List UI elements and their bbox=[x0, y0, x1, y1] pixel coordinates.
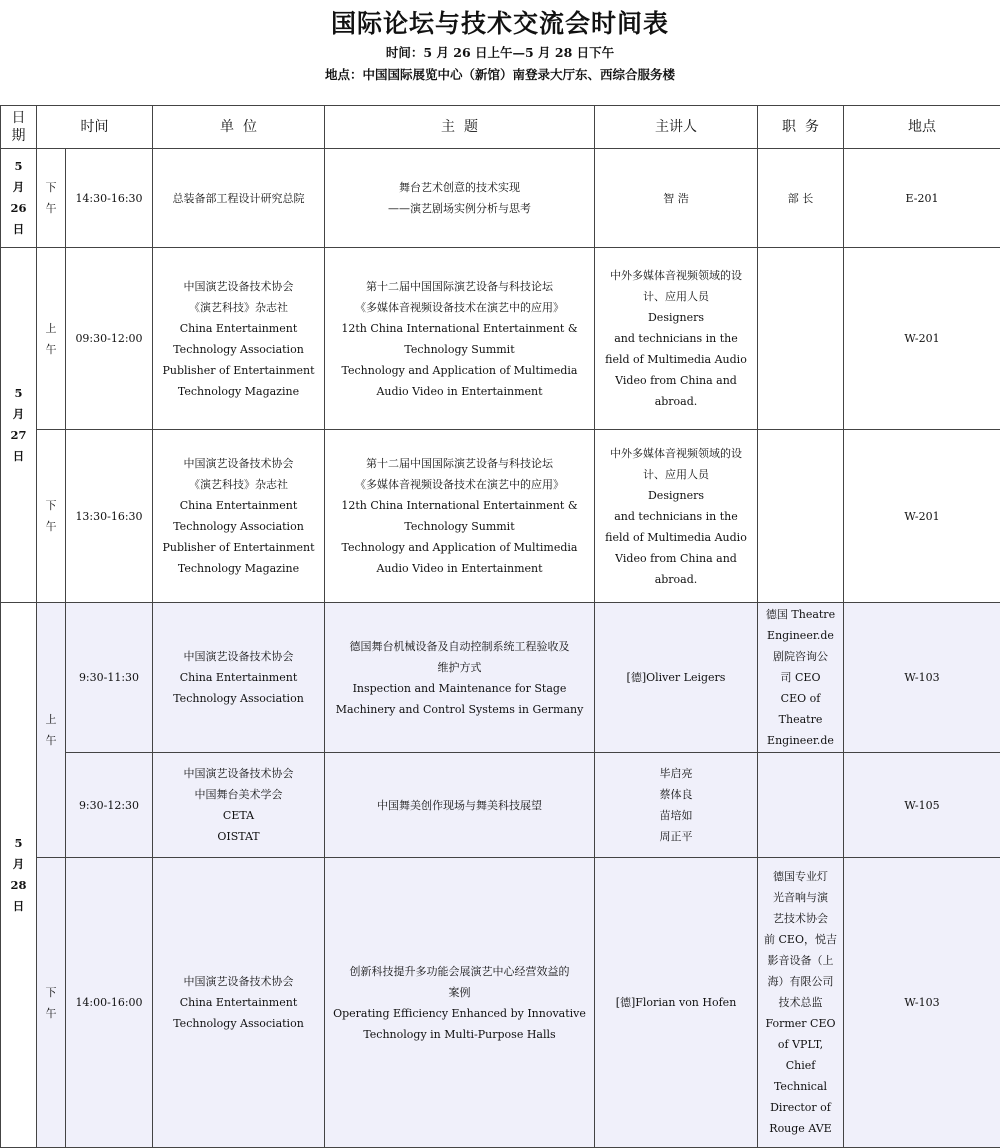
cell-line: China Entertainment bbox=[153, 667, 324, 688]
cell-line: 总装备部工程设计研究总院 bbox=[153, 188, 324, 209]
cell-line: Technology Magazine bbox=[153, 558, 324, 579]
speaker-cell bbox=[595, 753, 758, 858]
cell-line: 12th China International Entertainment & bbox=[325, 495, 594, 516]
date-cell bbox=[1, 603, 37, 1148]
cell-line: 中国演艺设备技术协会 bbox=[153, 763, 324, 784]
stack-char: 月 bbox=[1, 177, 36, 198]
topic-cell bbox=[325, 603, 595, 753]
cell-line: 海）有限公司 bbox=[758, 971, 843, 992]
cell-line: 毕启亮 bbox=[595, 763, 757, 784]
cell-line: 艺技术协会 bbox=[758, 908, 843, 929]
cell-line: OISTAT bbox=[153, 826, 324, 847]
topic-cell bbox=[325, 149, 595, 248]
topic-cell bbox=[325, 430, 595, 603]
table-row bbox=[1, 248, 1000, 430]
cell-line: China Entertainment bbox=[153, 318, 324, 339]
cell-line: Publisher of Entertainment bbox=[153, 360, 324, 381]
cell-line: ——演艺剧场实例分析与思考 bbox=[325, 198, 594, 219]
cell-line: 中外多媒体音视频领域的设 bbox=[595, 443, 757, 464]
cell-line: 《演艺科技》杂志社 bbox=[153, 474, 324, 495]
cell-line: 苗培如 bbox=[595, 805, 757, 826]
cell-line: Technology Association bbox=[153, 339, 324, 360]
col-header-time: 时间 bbox=[37, 106, 153, 149]
unit-cell bbox=[153, 603, 325, 753]
cell-line: of VPLT, bbox=[758, 1034, 843, 1055]
cell-line: Former CEO bbox=[758, 1013, 843, 1034]
speaker-cell bbox=[595, 430, 758, 603]
location-cell: W-201 bbox=[844, 430, 1000, 603]
cell-line: 舞台艺术创意的技术实现 bbox=[325, 177, 594, 198]
location-cell: W-103 bbox=[844, 858, 1000, 1148]
stack-char: 26 bbox=[1, 198, 36, 219]
schedule-body bbox=[1, 149, 1000, 1148]
cell-line: and technicians in the bbox=[595, 506, 757, 527]
unit-cell bbox=[153, 858, 325, 1148]
topic-cell bbox=[325, 858, 595, 1148]
cell-line: China Entertainment bbox=[153, 495, 324, 516]
time-cell: 13:30-16:30 bbox=[66, 430, 153, 603]
schedule-table bbox=[0, 105, 1000, 1148]
position-cell bbox=[758, 753, 844, 858]
cell-line: [德]Florian von Hofen bbox=[595, 992, 757, 1013]
unit-cell bbox=[153, 149, 325, 248]
topic-cell bbox=[325, 248, 595, 430]
unit-cell bbox=[153, 248, 325, 430]
stack-char: 上 bbox=[37, 709, 65, 730]
position-cell bbox=[758, 248, 844, 430]
stack-char: 日 bbox=[1, 896, 36, 917]
cell-line: 德国舞台机械设备及自动控制系统工程验收及 bbox=[325, 636, 594, 657]
cell-line: Audio Video in Entertainment bbox=[325, 558, 594, 579]
unit-cell bbox=[153, 753, 325, 858]
cell-line: Publisher of Entertainment bbox=[153, 537, 324, 558]
stack-char: 28 bbox=[1, 875, 36, 896]
cell-line: field of Multimedia Audio bbox=[595, 527, 757, 548]
stack-char: 午 bbox=[37, 516, 65, 537]
table-row bbox=[1, 149, 1000, 248]
speaker-cell bbox=[595, 149, 758, 248]
cell-line: 中国演艺设备技术协会 bbox=[153, 453, 324, 474]
time-range-line: 时间：5 月 26 日上午—5 月 28 日下午 bbox=[0, 43, 1000, 61]
date-cell bbox=[1, 248, 37, 603]
stack-char: 5 bbox=[1, 383, 36, 404]
cell-line: 中国舞台美术学会 bbox=[153, 784, 324, 805]
cell-line: 蔡体良 bbox=[595, 784, 757, 805]
col-header-unit: 单 位 bbox=[153, 106, 325, 149]
cell-line: Engineer.de bbox=[758, 730, 843, 751]
cell-line: Technology Summit bbox=[325, 516, 594, 537]
cell-line: and technicians in the bbox=[595, 328, 757, 349]
period-cell bbox=[37, 248, 66, 430]
period-cell bbox=[37, 603, 66, 858]
position-cell bbox=[758, 603, 844, 753]
cell-line: Video from China and bbox=[595, 548, 757, 569]
table-row bbox=[1, 430, 1000, 603]
stack-char: 月 bbox=[1, 854, 36, 875]
cell-line: 计、应用人员 bbox=[595, 286, 757, 307]
time-cell: 14:30-16:30 bbox=[66, 149, 153, 248]
cell-line: Theatre bbox=[758, 709, 843, 730]
cell-line: Designers bbox=[595, 485, 757, 506]
cell-line: Technology Association bbox=[153, 1013, 324, 1034]
cell-line: 案例 bbox=[325, 982, 594, 1003]
cell-line: Video from China and bbox=[595, 370, 757, 391]
cell-line: Inspection and Maintenance for Stage bbox=[325, 678, 594, 699]
period-cell bbox=[37, 858, 66, 1148]
cell-line: abroad. bbox=[595, 391, 757, 412]
cell-line: [德]Oliver Leigers bbox=[595, 667, 757, 688]
cell-line: 维护方式 bbox=[325, 657, 594, 678]
stack-char: 午 bbox=[37, 198, 65, 219]
cell-line: 《多媒体音视频设备技术在演艺中的应用》 bbox=[325, 297, 594, 318]
position-cell bbox=[758, 858, 844, 1148]
stack-char: 5 bbox=[1, 156, 36, 177]
cell-line: Technology and Application of Multimedia bbox=[325, 537, 594, 558]
stack-char: 午 bbox=[37, 339, 65, 360]
table-row bbox=[1, 603, 1000, 753]
speaker-cell bbox=[595, 248, 758, 430]
cell-line: Engineer.de bbox=[758, 625, 843, 646]
cell-line: Machinery and Control Systems in Germany bbox=[325, 699, 594, 720]
cell-line: 德国专业灯 bbox=[758, 866, 843, 887]
location-cell: W-105 bbox=[844, 753, 1000, 858]
cell-line: Operating Efficiency Enhanced by Innovative bbox=[325, 1003, 594, 1024]
cell-line: 部 长 bbox=[758, 188, 843, 209]
cell-line: CEO of bbox=[758, 688, 843, 709]
cell-line: Technology Magazine bbox=[153, 381, 324, 402]
cell-line: Technology Summit bbox=[325, 339, 594, 360]
date-cell bbox=[1, 149, 37, 248]
col-header-topic: 主 题 bbox=[325, 106, 595, 149]
cell-line: 《演艺科技》杂志社 bbox=[153, 297, 324, 318]
speaker-cell bbox=[595, 603, 758, 753]
cell-line: 创新科技提升多功能会展演艺中心经营效益的 bbox=[325, 961, 594, 982]
time-cell: 9:30-11:30 bbox=[66, 603, 153, 753]
cell-line: 中外多媒体音视频领域的设 bbox=[595, 265, 757, 286]
stack-char: 月 bbox=[1, 404, 36, 425]
header-row bbox=[1, 106, 1000, 149]
position-cell bbox=[758, 430, 844, 603]
location-cell: W-103 bbox=[844, 603, 1000, 753]
cell-line: Technology and Application of Multimedia bbox=[325, 360, 594, 381]
table-row bbox=[1, 858, 1000, 1148]
cell-line: Director of bbox=[758, 1097, 843, 1118]
cell-line: 技术总监 bbox=[758, 992, 843, 1013]
time-cell: 9:30-12:30 bbox=[66, 753, 153, 858]
stack-char: 27 bbox=[1, 425, 36, 446]
page-title: 国际论坛与技术交流会时间表 bbox=[0, 4, 1000, 40]
stack-char: 午 bbox=[37, 1003, 65, 1024]
topic-cell bbox=[325, 753, 595, 858]
cell-line: Technical bbox=[758, 1076, 843, 1097]
cell-line: 计、应用人员 bbox=[595, 464, 757, 485]
cell-line: China Entertainment bbox=[153, 992, 324, 1013]
time-cell: 14:00-16:00 bbox=[66, 858, 153, 1148]
stack-char: 5 bbox=[1, 833, 36, 854]
period-cell bbox=[37, 430, 66, 603]
position-cell bbox=[758, 149, 844, 248]
cell-line: 德国 Theatre bbox=[758, 604, 843, 625]
col-header-speaker: 主讲人 bbox=[595, 106, 758, 149]
cell-line: abroad. bbox=[595, 569, 757, 590]
cell-line: 中国演艺设备技术协会 bbox=[153, 276, 324, 297]
stack-char: 日 bbox=[1, 446, 36, 467]
stack-char: 午 bbox=[37, 730, 65, 751]
cell-line: CETA bbox=[153, 805, 324, 826]
venue-line: 地点：中国国际展览中心（新馆）南登录大厅东、西综合服务楼 bbox=[0, 65, 1000, 83]
cell-line: field of Multimedia Audio bbox=[595, 349, 757, 370]
cell-line: 司 CEO bbox=[758, 667, 843, 688]
cell-line: 光音响与演 bbox=[758, 887, 843, 908]
cell-line: Technology Association bbox=[153, 688, 324, 709]
stack-char: 下 bbox=[37, 982, 65, 1003]
cell-line: Designers bbox=[595, 307, 757, 328]
speaker-cell bbox=[595, 858, 758, 1148]
cell-line: 中国演艺设备技术协会 bbox=[153, 971, 324, 992]
cell-line: 中国演艺设备技术协会 bbox=[153, 646, 324, 667]
stack-char: 上 bbox=[37, 318, 65, 339]
unit-cell bbox=[153, 430, 325, 603]
cell-line: 第十二届中国国际演艺设备与科技论坛 bbox=[325, 276, 594, 297]
cell-line: Audio Video in Entertainment bbox=[325, 381, 594, 402]
cell-line: 中国舞美创作现场与舞美科技展望 bbox=[325, 795, 594, 816]
cell-line: 智 浩 bbox=[595, 188, 757, 209]
cell-line: 第十二届中国国际演艺设备与科技论坛 bbox=[325, 453, 594, 474]
stack-char: 下 bbox=[37, 177, 65, 198]
cell-line: 12th China International Entertainment & bbox=[325, 318, 594, 339]
location-cell: W-201 bbox=[844, 248, 1000, 430]
stack-char: 下 bbox=[37, 495, 65, 516]
cell-line: Rouge AVE bbox=[758, 1118, 843, 1139]
cell-line: 《多媒体音视频设备技术在演艺中的应用》 bbox=[325, 474, 594, 495]
table-row bbox=[1, 753, 1000, 858]
cell-line: 周正平 bbox=[595, 826, 757, 847]
cell-line: 剧院咨询公 bbox=[758, 646, 843, 667]
location-cell: E-201 bbox=[844, 149, 1000, 248]
cell-line: Technology Association bbox=[153, 516, 324, 537]
cell-line: Technology in Multi-Purpose Halls bbox=[325, 1024, 594, 1045]
cell-line: 影音设备（上 bbox=[758, 950, 843, 971]
time-cell: 09:30-12:00 bbox=[66, 248, 153, 430]
col-header-location: 地点 bbox=[844, 106, 1000, 149]
col-header-position: 职 务 bbox=[758, 106, 844, 149]
col-header-date: 日期 bbox=[1, 106, 37, 149]
stack-char: 日 bbox=[1, 219, 36, 240]
cell-line: Chief bbox=[758, 1055, 843, 1076]
page-header bbox=[0, 0, 1000, 106]
cell-line: 前 CEO，悦吉 bbox=[758, 929, 843, 950]
period-cell bbox=[37, 149, 66, 248]
